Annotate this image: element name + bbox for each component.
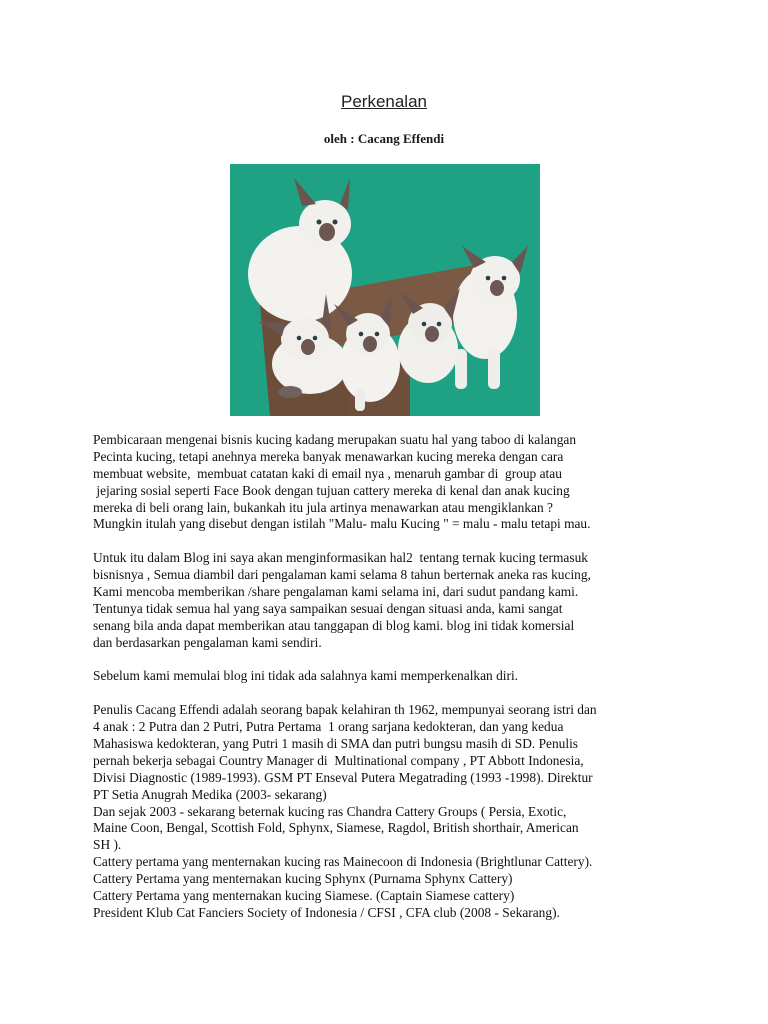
text-line: Tentunya tidak semua hal yang saya sampaikan sesuai dengan situasi anda, kami sangat: [93, 600, 563, 616]
siamese-kittens-photo: [230, 164, 540, 416]
text-line: pernah bekerja sebagai Country Manager di Multinational company , PT Abbott Indonesia,: [93, 752, 584, 768]
text-line: Divisi Diagnostic (1989-1993). GSM PT Enseval Putera Megatrading (1993 -1998). Direktur: [93, 769, 593, 785]
text-line: 4 anak : 2 Putra dan 2 Putri, Putra Pertama 1 orang sarjana kedokteran, dan yang kedua: [93, 719, 564, 735]
page-title: Perkenalan: [340, 92, 427, 111]
article-body: [93, 432, 693, 922]
paragraph-1: [93, 432, 693, 533]
paragraph-2: [93, 550, 693, 651]
text-line: Penulis Cacang Effendi adalah seorang bapak kelahiran th 1962, mempunyai seorang istri dan: [93, 702, 597, 718]
siamese-kittens-photo-icon: [230, 164, 540, 416]
text-line: Cattery pertama yang menternakan kucing ras Mainecoon di Indonesia (Brightlunar Cattery).: [93, 854, 593, 870]
author-byline: oleh : Cacang Effendi: [323, 131, 445, 146]
text-line: SH ).: [93, 837, 122, 853]
text-line: President Klub Cat Fanciers Society of Indonesia / CFSI , CFA club (2008 - Sekarang).: [93, 904, 560, 920]
text-line: Mungkin itulah yang disebut dengan istilah "Malu- malu Kucing " = malu - malu tetapi mau.: [93, 516, 591, 532]
text-line: Maine Coon, Bengal, Scottish Fold, Sphynx, Siamese, Ragdol, British shorthair, American: [93, 820, 579, 836]
text-line: Cattery Pertama yang menternakan kucing Siamese. (Captain Siamese cattery): [93, 888, 515, 904]
text-line: Pembicaraan mengenai bisnis kucing kadang merupakan suatu hal yang taboo di kalangan: [93, 432, 577, 447]
text-line: Sebelum kami memulai blog ini tidak ada salahnya kami memperkenalkan diri.: [93, 668, 519, 684]
text-line: mereka di beli orang lain, bukankah itu jula artinya menawarkan atau mengiklankan ?: [93, 499, 553, 515]
text-line: Kami mencoba memberikan /share pengalaman kami selama ini, dari sudut pandang kami.: [93, 584, 579, 600]
text-line: Dan sejak 2003 - sekarang beternak kucing ras Chandra Cattery Groups ( Persia, Exotic,: [93, 803, 567, 819]
text-line: dan berdasarkan pengalaman kami sendiri.: [93, 634, 322, 650]
text-line: PT Setia Anugrah Medika (2003- sekarang): [93, 786, 327, 802]
text-line: senang bila anda dapat memberikan atau tanggapan di blog kami. blog ini tidak komersial: [93, 617, 575, 633]
paragraph-3: [93, 668, 693, 685]
text-line: Mahasiswa kedokteran, yang Putri 1 masih di SMA dan putri bungsu masih di SD. Penulis: [93, 736, 579, 752]
text-line: Pecinta kucing, tetapi anehnya mereka banyak menawarkan kucing mereka dengan cara: [93, 448, 564, 464]
paragraph-4: [93, 702, 693, 922]
text-line: jejaring sosial seperti Face Book dengan tujuan cattery mereka di kenal dan anak kucing: [93, 482, 570, 498]
text-line: Cattery Pertama yang menternakan kucing Sphynx (Purnama Sphynx Cattery): [93, 871, 513, 887]
text-line: Untuk itu dalam Blog ini saya akan menginformasikan hal2 tentang ternak kucing termasuk: [93, 550, 588, 566]
text-line: membuat website, membuat catatan kaki di email nya , menaruh gambar di group atau: [93, 465, 562, 481]
text-line: bisnisnya , Semua diambil dari pengalaman kami selama 8 tahun berternak aneka ras kucing,: [93, 567, 591, 583]
